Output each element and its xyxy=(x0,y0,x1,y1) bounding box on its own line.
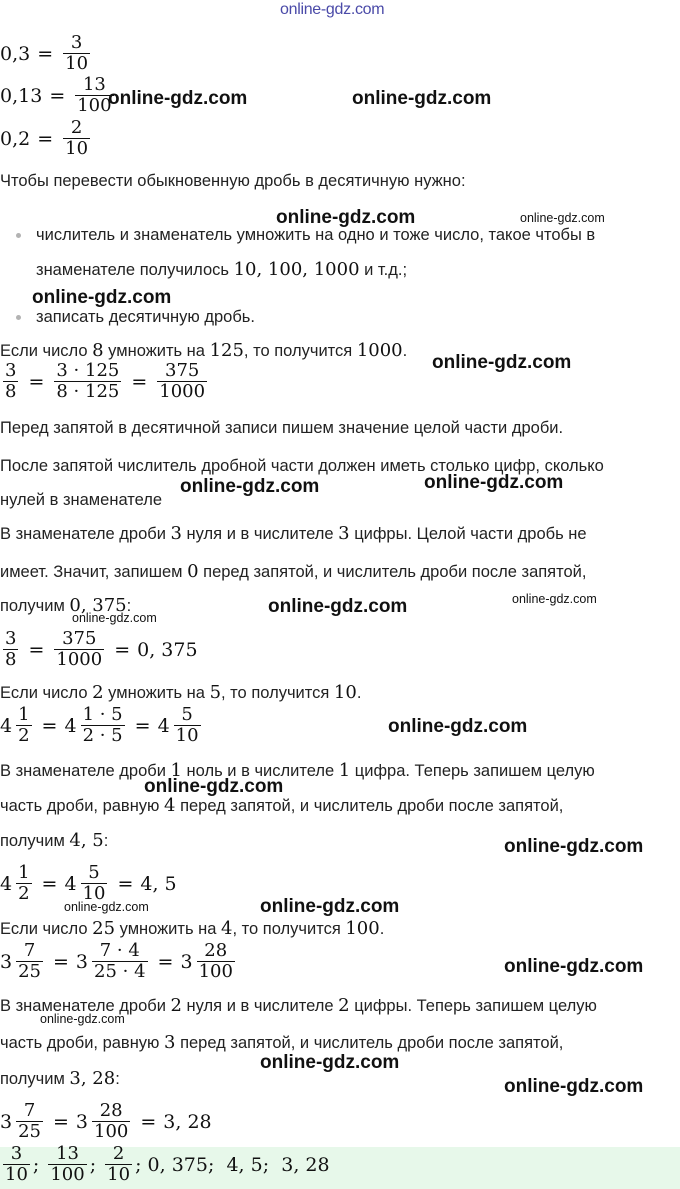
step-3-text: Если число 25 умножить на 4, то получится 100. xyxy=(0,918,385,939)
fraction: $\frac{3}{10}$ xyxy=(65,32,89,74)
fraction: $\frac{2}{10}$ xyxy=(65,117,89,159)
paragraph-4-line-2: часть дроби, равную 4 перед запятой, и числитель дроби после запятой, xyxy=(0,795,564,816)
watermark: online-gdz.com xyxy=(260,896,400,917)
paragraph-3-line-2: имеет. Значит, запишем 0 перед запятой, и числитель дроби после запятой, xyxy=(0,561,587,582)
watermark: online-gdz.com xyxy=(352,88,492,109)
result-1: $\frac{3}{8}$ = $\frac{375}{1000}$ = 0, 375 xyxy=(5,628,198,670)
watermark: online-gdz.com xyxy=(40,1012,125,1026)
watermark: online-gdz.com xyxy=(388,716,528,737)
result-3: 3 $\frac{7}{25}$ = 3 $\frac{28}{100}$ = 3, 28 xyxy=(0,1100,212,1142)
calc-1: $\frac{3}{8}$ = $\frac{3 \cdot 125}{8 \cdot 125}$ = $\frac{375}{1000}$ xyxy=(5,360,206,402)
equation-0-2: 0,2 = $\frac{2}{10}$ xyxy=(0,117,89,159)
paragraph-5-line-2: часть дроби, равную 3 перед запятой, и числитель дроби после запятой, xyxy=(0,1032,564,1053)
bullet-1-line-1: числитель и знаменатель умножить на одно и тоже число, такое чтобы в xyxy=(36,226,596,244)
watermark: online-gdz.com xyxy=(504,836,644,857)
paragraph-4-line-3: получим 4, 5: xyxy=(0,830,109,851)
paragraph-4-line-1: В знаменателе дроби 1 ноль и в числителе 1 цифра. Теперь запишем целую xyxy=(0,760,595,781)
bullet-dot xyxy=(16,233,21,238)
watermark: online-gdz.com xyxy=(108,88,248,109)
watermark: online-gdz.com xyxy=(504,956,644,977)
equation-0-13: 0,13 = $\frac{13}{100}$ xyxy=(0,74,112,116)
bullet-1-line-2: знаменателе получилось 10, 100, 1000 и т.д.; xyxy=(36,259,408,280)
intro-text: Чтобы перевести обыкновенную дробь в десятичную нужно: xyxy=(0,172,466,190)
watermark: online-gdz.com xyxy=(432,352,572,373)
watermark: online-gdz.com xyxy=(520,211,605,225)
calc-3: 3 $\frac{7}{25}$ = 3 $\frac{7 \cdot 4}{25 \cdot 4}$ = 3 $\frac{28}{100}$ xyxy=(0,940,233,982)
watermark: online-gdz.com xyxy=(144,776,284,797)
fraction: $\frac{13}{100}$ xyxy=(77,74,112,116)
paragraph-2-line-1: После запятой числитель дробной части должен иметь столько цифр, сколько xyxy=(0,457,604,475)
paragraph-3-line-3: получим 0, 375: xyxy=(0,595,132,616)
watermark: online-gdz.com xyxy=(424,472,564,493)
step-1-text: Если число 8 умножить на 125, то получится 1000. xyxy=(0,340,408,361)
bullet-dot xyxy=(16,315,21,320)
watermark: online-gdz.com xyxy=(512,592,597,606)
final-answer: $\frac{3}{10}$ ; $\frac{13}{100}$ ; $\frac{2}{10}$ ; 0, 375 ; 4, 5 ; 3, 28 xyxy=(5,1143,330,1185)
equation-0-3: 0,3 = $\frac{3}{10}$ xyxy=(0,32,89,74)
calc-2: 4 $\frac{1}{2}$ = 4 $\frac{1 \cdot 5}{2 \cdot 5}$ = 4 $\frac{5}{10}$ xyxy=(0,704,199,746)
watermark: online-gdz.com xyxy=(64,900,149,914)
paragraph-5-line-1: В знаменателе дроби 2 нуля и в числителе 2 цифры. Теперь запишем целую xyxy=(0,995,597,1016)
watermark: online-gdz.com xyxy=(268,596,408,617)
watermark: online-gdz.com xyxy=(260,1052,400,1073)
watermark: online-gdz.com xyxy=(276,207,416,228)
decimal-value: 0,2 xyxy=(0,127,31,150)
decimal-value: 0,13 xyxy=(0,84,43,107)
top-watermark: online-gdz.com xyxy=(280,1,385,18)
watermark: online-gdz.com xyxy=(180,476,320,497)
paragraph-5-line-3: получим 3, 28: xyxy=(0,1068,120,1089)
paragraph-3-line-1: В знаменателе дроби 3 нуля и в числителе 3 цифры. Целой части дробь не xyxy=(0,523,587,544)
watermark: online-gdz.com xyxy=(504,1076,644,1097)
decimal-value: 0,3 xyxy=(0,42,31,65)
paragraph-2-line-2: нулей в знаменателе xyxy=(0,491,163,509)
watermark: online-gdz.com xyxy=(32,287,172,308)
watermark: online-gdz.com xyxy=(72,611,157,625)
bullet-2: записать десятичную дробь. xyxy=(36,308,255,326)
result-2: 4 $\frac{1}{2}$ = 4 $\frac{5}{10}$ = 4, 5 xyxy=(0,862,177,904)
paragraph-1: Перед запятой в десятичной записи пишем значение целой части дроби. xyxy=(0,419,564,437)
step-2-text: Если число 2 умножить на 5, то получится 10. xyxy=(0,682,362,703)
